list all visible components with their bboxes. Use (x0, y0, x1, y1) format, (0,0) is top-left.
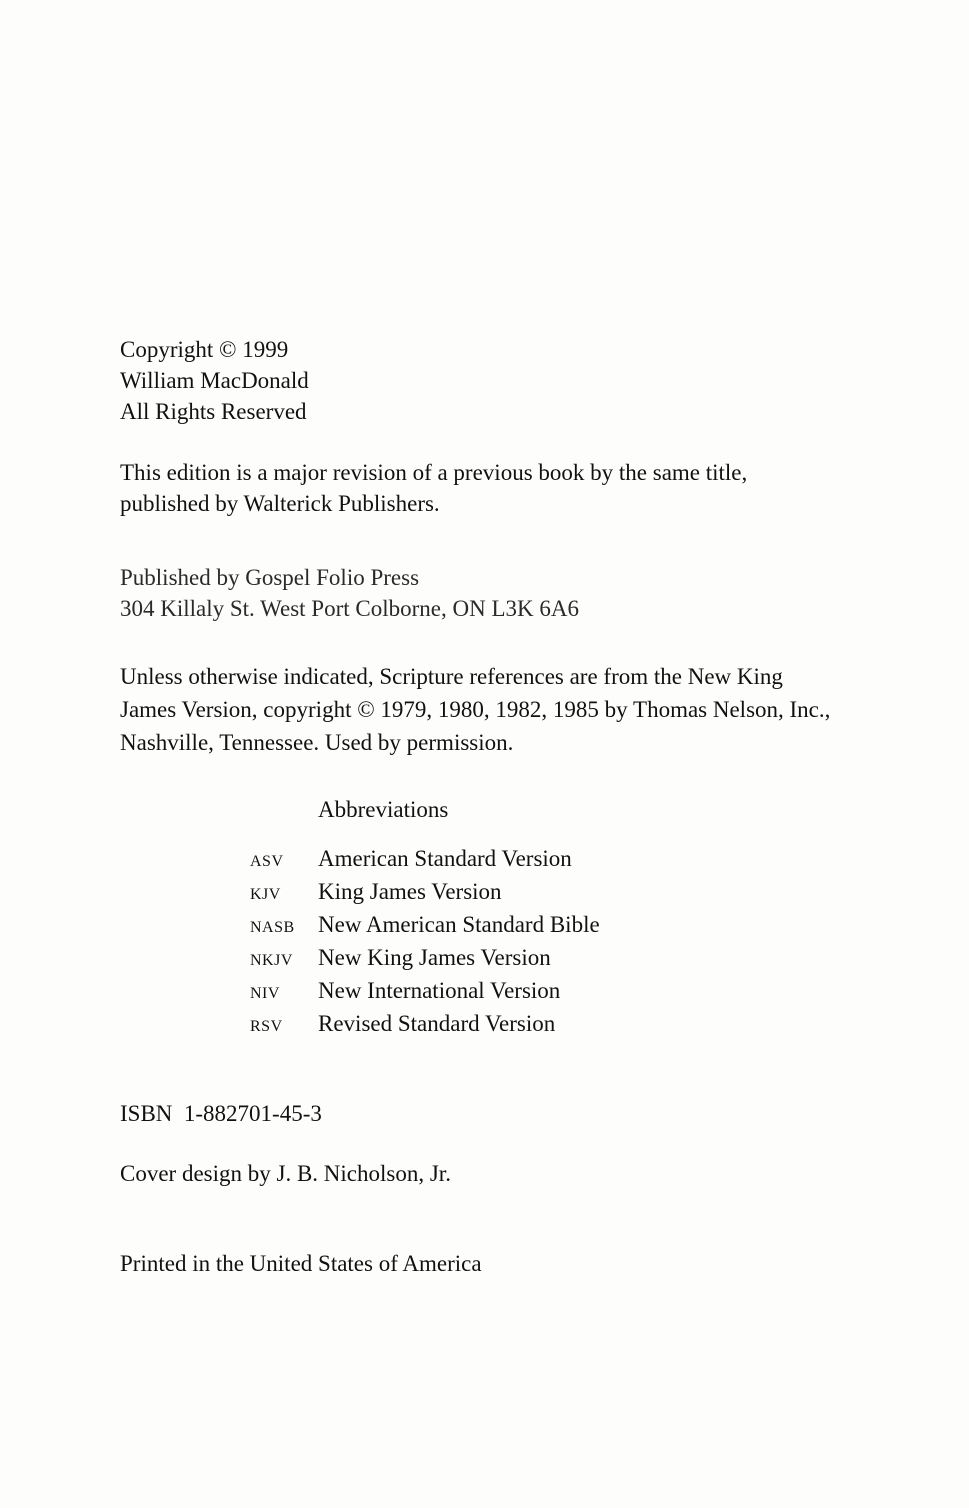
scripture-line-3: Nashville, Tennessee. Used by permission. (120, 730, 514, 755)
edition-line-1: This edition is a major revision of a previous book by the same title, (120, 460, 748, 485)
scripture-line-1: Unless otherwise indicated, Scripture references are from the New King (120, 664, 783, 689)
abbreviation-code: RSV (250, 1018, 283, 1035)
publisher-info (120, 562, 876, 624)
rights-reserved: All Rights Reserved (120, 399, 307, 424)
list-item (250, 843, 670, 876)
abbreviation-code: ASV (250, 853, 284, 870)
abbreviations-list (250, 843, 670, 1041)
list-item (250, 942, 670, 975)
abbreviation-code: NIV (250, 985, 280, 1002)
scripture-line-2: James Version, copyright © 1979, 1980, 1982, 1985 by Thomas Nelson, Inc., (120, 697, 831, 722)
abbreviation-code: NASB (250, 919, 295, 936)
edition-line-2: published by Walterick Publishers. (120, 491, 440, 516)
abbreviation-name: New International Version (318, 978, 561, 1003)
isbn: ISBN 1-882701-45-3 (120, 1101, 322, 1126)
abbreviation-name: New American Standard Bible (318, 912, 600, 937)
publisher-address: 304 Killaly St. West Port Colborne, ON L3K 6A6 (120, 596, 579, 621)
list-item (250, 1008, 670, 1041)
cover-design-credit: Cover design by J. B. Nicholson, Jr. (120, 1161, 451, 1186)
edition-note (120, 457, 876, 519)
abbreviation-name: American Standard Version (318, 846, 572, 871)
copyright-year: Copyright © 1999 (120, 337, 289, 362)
list-item (250, 909, 670, 942)
abbreviation-name: New King James Version (318, 945, 551, 970)
abbreviation-code: KJV (250, 886, 281, 903)
publisher-name: Published by Gospel Folio Press (120, 565, 420, 590)
abbreviations-heading: Abbreviations (318, 797, 449, 822)
abbreviation-code: NKJV (250, 952, 293, 969)
abbreviation-name: King James Version (318, 879, 502, 904)
scripture-note (120, 660, 876, 759)
list-item (250, 975, 670, 1008)
author-name: William MacDonald (120, 368, 309, 393)
abbreviation-name: Revised Standard Version (318, 1011, 556, 1036)
copyright-notice (120, 334, 876, 427)
list-item (250, 876, 670, 909)
printed-location: Printed in the United States of America (120, 1251, 482, 1276)
